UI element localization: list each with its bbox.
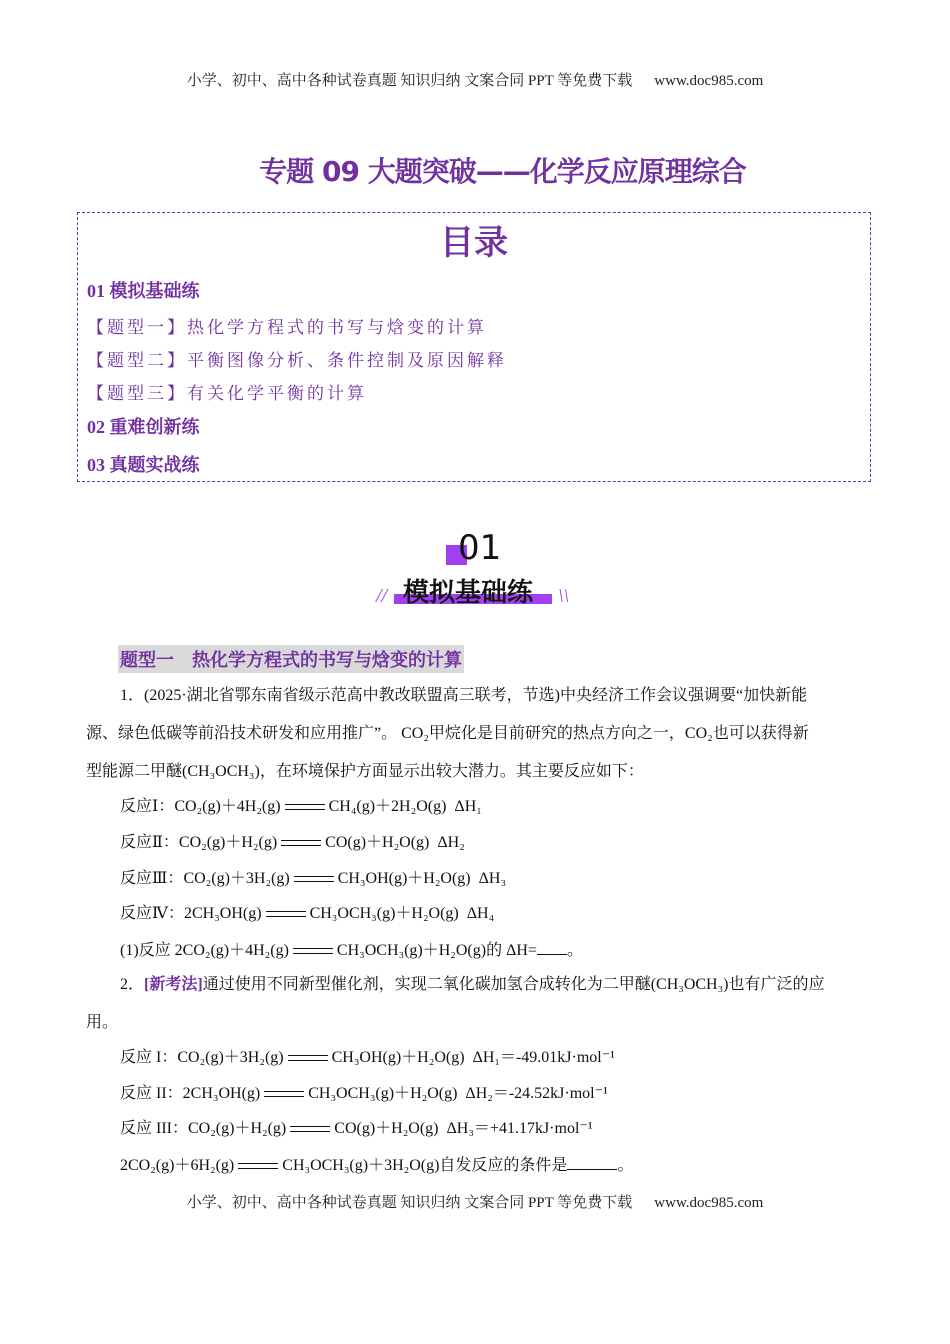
- toc-item[interactable]: 02 重难创新练: [87, 417, 200, 437]
- text-segment: 反应Ⅰ：: [120, 798, 175, 815]
- reaction-line: [120, 869, 896, 889]
- text-segment: CH₃OCH₃(g)＋3H₂O(g)自发反应的条件是: [282, 1157, 568, 1174]
- equilibrium-arrow-icon: [264, 1089, 304, 1099]
- question-type-heading: [118, 645, 464, 673]
- decor-slash-right: \\: [558, 585, 570, 607]
- q2-text: 用。: [86, 1014, 119, 1031]
- q1-text: 1．(2025·湖北省鄂东南省级示范高中教改联盟高三联考，节选)中央经济工作会议强调要“加快新能: [120, 687, 808, 704]
- reaction-line: [120, 1084, 896, 1104]
- text-segment: CO₂(g)＋3H₂(g): [183, 870, 290, 887]
- text-segment: CO₂(g)＋3H₂(g): [177, 1049, 284, 1066]
- answer-blank[interactable]: [537, 940, 567, 955]
- toc-heading: 目录: [440, 223, 508, 263]
- page-header: [0, 69, 950, 90]
- sub-question: [120, 1155, 896, 1176]
- answer-blank[interactable]: [567, 1155, 617, 1170]
- reaction-line: [120, 797, 896, 817]
- document-title: 专题 09 大题突破——化学反应原理综合: [259, 155, 746, 188]
- text-segment: CH₃OCH₃(g)＋H₂O(g): [308, 1085, 458, 1102]
- text-segment: ΔH₂＝-24.52kJ·mol⁻¹: [465, 1085, 608, 1102]
- footer-url[interactable]: www.doc985.com: [654, 1195, 764, 1211]
- text-segment: CH₄(g)＋2H₂O(g): [328, 798, 447, 815]
- text-segment: CO(g)＋H₂O(g): [334, 1120, 439, 1137]
- text-segment: 反应 II：: [120, 1085, 183, 1102]
- text-segment: 反应Ⅲ：: [120, 870, 184, 887]
- header-text: 小学、初中、高中各种试卷真题 知识归纳 文案合同 PPT 等免费下载: [186, 73, 633, 89]
- toc-item[interactable]: 01 模拟基础练: [87, 281, 200, 301]
- text-segment: ΔH₁＝-49.01kJ·mol⁻¹: [472, 1049, 615, 1066]
- text-segment: CO₂(g)＋H₂(g): [178, 834, 278, 851]
- text-segment: 2CO₂(g)＋6H₂(g): [120, 1157, 235, 1174]
- text-segment: ΔH₂: [437, 834, 465, 851]
- text-segment: ΔH₃＝+41.17kJ·mol⁻¹: [446, 1120, 593, 1137]
- toc-item[interactable]: 03 真题实战练: [87, 455, 200, 475]
- q2-text: [120, 975, 896, 995]
- q1-text: 型能源二甲醚(CH₃OCH₃)，在环境保护方面显示出较大潜力。其主要反应如下：: [86, 763, 644, 780]
- text-segment: 。: [566, 942, 583, 959]
- q1-text: 源、绿色低碳等前沿技术研发和应用推广”。 CO₂甲烷化是目前研究的热点方向之一，CO₂也可以获得新: [86, 725, 809, 742]
- text-segment: 2CH₃OH(g): [184, 905, 262, 922]
- footer-text: 小学、初中、高中各种试卷真题 知识归纳 文案合同 PPT 等免费下载: [186, 1195, 633, 1211]
- text-segment: 反应Ⅱ：: [120, 834, 179, 851]
- section-number: 01: [458, 528, 502, 568]
- text-segment: ΔH₃: [478, 870, 507, 887]
- text-segment: CH₃OH(g)＋H₂O(g): [337, 870, 471, 887]
- equilibrium-arrow-icon: [266, 909, 306, 919]
- toc-item[interactable]: 【题型二】平衡图像分析、条件控制及原因解释: [87, 351, 507, 370]
- equilibrium-arrow-icon: [290, 1124, 330, 1134]
- type-title: 热化学方程式的书写与焓变的计算: [192, 650, 462, 670]
- text-segment: 2．: [120, 976, 145, 993]
- toc-item[interactable]: 【题型三】有关化学平衡的计算: [87, 384, 367, 403]
- section-title: 模拟基础练: [403, 578, 534, 608]
- equilibrium-arrow-icon: [281, 838, 321, 848]
- equilibrium-arrow-icon: [293, 946, 333, 956]
- text-segment: (1)反应 2CO₂(g)＋4H₂(g): [120, 942, 289, 959]
- type-label: 题型一: [120, 650, 174, 670]
- text-segment: CO₂(g)＋4H₂(g): [174, 798, 281, 815]
- sub-question: [120, 940, 896, 961]
- header-url[interactable]: www.doc985.com: [654, 73, 764, 89]
- text-segment: ΔH₁: [454, 798, 482, 815]
- text-segment: CO(g)＋H₂O(g): [325, 834, 430, 851]
- reaction-line: [120, 1119, 896, 1139]
- equilibrium-arrow-icon: [238, 1161, 278, 1171]
- equilibrium-arrow-icon: [294, 874, 334, 884]
- text-segment: 反应 I：: [120, 1049, 178, 1066]
- decor-slash-left: //: [376, 585, 388, 607]
- text-segment: CH₃OH(g)＋H₂O(g): [331, 1049, 465, 1066]
- equilibrium-arrow-icon: [285, 802, 325, 812]
- text-segment: 。: [617, 1157, 634, 1174]
- new-method-tag: [新考法]: [144, 976, 203, 993]
- table-of-contents: [77, 212, 871, 482]
- text-segment: ΔH₄: [466, 905, 495, 922]
- reaction-line: [120, 904, 896, 924]
- text-segment: 反应Ⅳ：: [120, 905, 184, 922]
- reaction-line: [120, 833, 896, 853]
- text-segment: CH₃OCH₃(g)＋H₂O(g)的 ΔH=: [336, 942, 537, 959]
- text-segment: 反应 III：: [120, 1120, 188, 1137]
- reaction-line: [120, 1048, 896, 1068]
- equilibrium-arrow-icon: [288, 1053, 328, 1063]
- page-footer: [0, 1191, 950, 1212]
- text-segment: 通过使用不同新型催化剂，实现二氧化碳加氢合成转化为二甲醚(CH₃OCH₃)也有广泛的应: [202, 976, 825, 993]
- text-segment: 2CH₃OH(g): [182, 1085, 261, 1102]
- toc-item[interactable]: 【题型一】热化学方程式的书写与焓变的计算: [87, 318, 487, 337]
- text-segment: CO₂(g)＋H₂(g): [188, 1120, 287, 1137]
- text-segment: CH₃OCH₃(g)＋H₂O(g): [309, 905, 459, 922]
